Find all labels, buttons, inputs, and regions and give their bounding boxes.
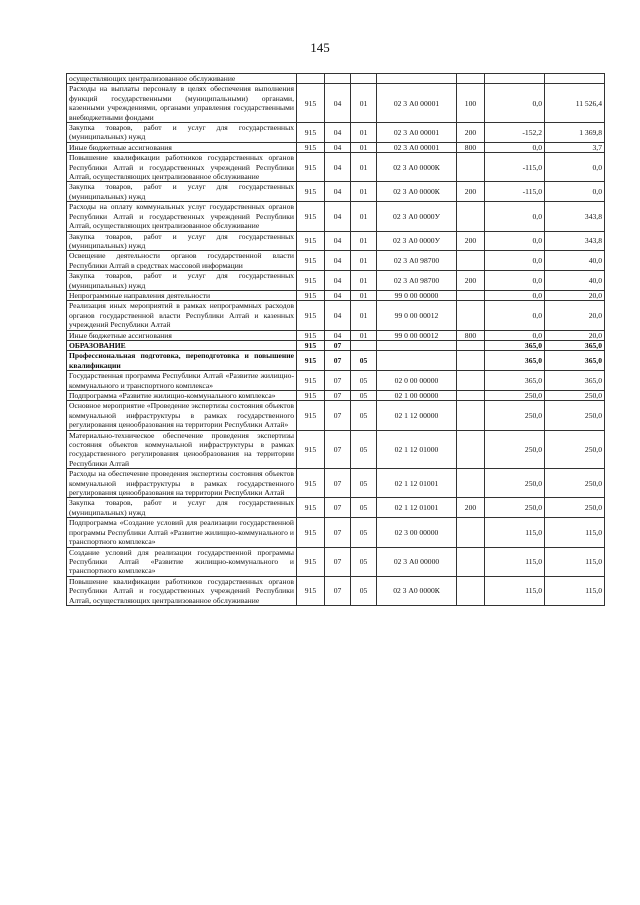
amount-change-cell: 250,0 [485, 430, 545, 469]
amount-total-cell: 0,0 [545, 182, 605, 202]
expense-name-cell: Создание условий для реализации государственной программы Республики Алтай «Развитие жилищно-коммунального и транспортного комплекса» [67, 547, 297, 576]
subsection-code-cell: 05 [351, 518, 377, 547]
amount-change-cell: 0,0 [485, 142, 545, 152]
target-article-cell: 02 3 00 00000 [377, 518, 457, 547]
expense-type-cell [457, 430, 485, 469]
target-article-cell: 02 3 А0 00001 [377, 123, 457, 143]
section-code-cell: 04 [325, 182, 351, 202]
expense-name-cell: Государственная программа Республики Алтай «Развитие жилищно-коммунального и транспортного комплекса» [67, 371, 297, 391]
expense-type-cell [457, 401, 485, 430]
target-article-cell: 02 3 А0 00000 [377, 547, 457, 576]
amount-total-cell: 20,0 [545, 290, 605, 300]
ministry-code-cell [297, 74, 325, 84]
ministry-code-cell: 915 [297, 518, 325, 547]
target-article-cell: 02 3 А0 0000К [377, 153, 457, 182]
amount-change-cell [485, 74, 545, 84]
amount-total-cell: 365,0 [545, 351, 605, 371]
section-code-cell: 07 [325, 340, 351, 350]
expense-name-cell: ОБРАЗОВАНИЕ [67, 340, 297, 350]
expense-name-cell: Профессиональная подготовка, переподготовка и повышение квалификации [67, 351, 297, 371]
expense-type-cell: 800 [457, 142, 485, 152]
page-number: 145 [310, 40, 330, 55]
ministry-code-cell: 915 [297, 202, 325, 231]
expense-type-cell [457, 301, 485, 330]
section-code-cell: 04 [325, 142, 351, 152]
expense-type-cell [457, 391, 485, 401]
target-article-cell [377, 351, 457, 371]
expense-name-cell: Закупка товаров, работ и услуг для государственных (муниципальных) нужд [67, 182, 297, 202]
subsection-code-cell: 01 [351, 123, 377, 143]
expense-name-cell: Освещение деятельности органов государственной власти Республики Алтай в средствах массовой информации [67, 251, 297, 271]
amount-change-cell: 365,0 [485, 340, 545, 350]
ministry-code-cell: 915 [297, 576, 325, 605]
expense-name-cell: Повышение квалификации работников государственных органов Республики Алтай и государственных учреждений Республики Алтай, осуществляющих централизованное обслуживание [67, 576, 297, 605]
target-article-cell: 02 3 А0 00001 [377, 142, 457, 152]
expense-type-cell: 100 [457, 84, 485, 123]
section-code-cell: 04 [325, 123, 351, 143]
ministry-code-cell: 915 [297, 351, 325, 371]
amount-total-cell: 250,0 [545, 469, 605, 498]
table-row [67, 182, 605, 202]
amount-change-cell: 0,0 [485, 202, 545, 231]
expense-type-cell: 200 [457, 231, 485, 251]
amount-change-cell: 0,0 [485, 290, 545, 300]
section-code-cell: 04 [325, 271, 351, 291]
section-code-cell: 04 [325, 290, 351, 300]
section-code-cell: 07 [325, 401, 351, 430]
amount-change-cell: -115,0 [485, 153, 545, 182]
amount-change-cell: 365,0 [485, 371, 545, 391]
subsection-code-cell: 01 [351, 330, 377, 340]
table-row [67, 301, 605, 330]
amount-change-cell: 250,0 [485, 498, 545, 518]
expense-type-cell [457, 351, 485, 371]
amount-total-cell [545, 74, 605, 84]
target-article-cell: 02 1 12 01000 [377, 430, 457, 469]
expense-type-cell [457, 290, 485, 300]
target-article-cell: 02 3 А0 0000К [377, 182, 457, 202]
amount-change-cell: 115,0 [485, 547, 545, 576]
amount-total-cell: 250,0 [545, 391, 605, 401]
table-row [67, 202, 605, 231]
ministry-code-cell: 915 [297, 153, 325, 182]
ministry-code-cell: 915 [297, 430, 325, 469]
amount-total-cell: 1 369,8 [545, 123, 605, 143]
expense-type-cell [457, 251, 485, 271]
subsection-code-cell: 01 [351, 84, 377, 123]
expense-type-cell [457, 340, 485, 350]
expense-name-cell: Иные бюджетные ассигнования [67, 142, 297, 152]
expense-type-cell [457, 469, 485, 498]
table-row [67, 518, 605, 547]
section-code-cell: 04 [325, 84, 351, 123]
expense-type-cell [457, 74, 485, 84]
amount-change-cell: 0,0 [485, 301, 545, 330]
expense-name-cell: Иные бюджетные ассигнования [67, 330, 297, 340]
amount-total-cell: 0,0 [545, 153, 605, 182]
budget-table [66, 73, 605, 606]
amount-change-cell: 250,0 [485, 469, 545, 498]
target-article-cell: 02 3 А0 98700 [377, 251, 457, 271]
amount-total-cell: 250,0 [545, 498, 605, 518]
section-code-cell: 07 [325, 391, 351, 401]
expense-name-cell: Непрограммные направления деятельности [67, 290, 297, 300]
amount-total-cell: 365,0 [545, 371, 605, 391]
amount-total-cell: 343,8 [545, 231, 605, 251]
ministry-code-cell: 915 [297, 142, 325, 152]
amount-total-cell: 20,0 [545, 330, 605, 340]
target-article-cell: 02 0 00 00000 [377, 371, 457, 391]
amount-change-cell: 0,0 [485, 251, 545, 271]
expense-type-cell: 200 [457, 271, 485, 291]
section-code-cell: 04 [325, 231, 351, 251]
table-row [67, 351, 605, 371]
table-row [67, 498, 605, 518]
section-code-cell: 04 [325, 330, 351, 340]
amount-total-cell: 3,7 [545, 142, 605, 152]
ministry-code-cell: 915 [297, 123, 325, 143]
expense-name-cell: Закупка товаров, работ и услуг для государственных (муниципальных) нужд [67, 123, 297, 143]
amount-change-cell: 250,0 [485, 391, 545, 401]
amount-change-cell: 0,0 [485, 271, 545, 291]
subsection-code-cell: 01 [351, 202, 377, 231]
table-row [67, 153, 605, 182]
table-row [67, 290, 605, 300]
ministry-code-cell: 915 [297, 391, 325, 401]
expense-type-cell: 200 [457, 182, 485, 202]
target-article-cell [377, 74, 457, 84]
amount-total-cell: 115,0 [545, 547, 605, 576]
subsection-code-cell: 05 [351, 401, 377, 430]
table-row [67, 142, 605, 152]
expense-name-cell: Закупка товаров, работ и услуг для государственных (муниципальных) нужд [67, 271, 297, 291]
expense-name-cell: Закупка товаров, работ и услуг для государственных (муниципальных) нужд [67, 231, 297, 251]
ministry-code-cell: 915 [297, 271, 325, 291]
expense-name-cell: Подпрограмма «Развитие жилищно-коммунального комплекса» [67, 391, 297, 401]
target-article-cell: 02 1 12 01001 [377, 469, 457, 498]
amount-total-cell: 343,8 [545, 202, 605, 231]
expense-type-cell: 800 [457, 330, 485, 340]
expense-name-cell: Основное мероприятие «Проведение экспертизы состояния объектов коммунальной инфраструктуры в рамках государственного регулирования ценообразования на территории Республики Алтай» [67, 401, 297, 430]
table-row [67, 271, 605, 291]
ministry-code-cell: 915 [297, 469, 325, 498]
expense-name-cell: Расходы на выплаты персоналу в целях обеспечения выполнения функций государственными (муниципальными) органами, казенными учреждениями, органами управления государственными внебюджетными фондами [67, 84, 297, 123]
ministry-code-cell: 915 [297, 340, 325, 350]
amount-total-cell: 250,0 [545, 430, 605, 469]
section-code-cell: 07 [325, 518, 351, 547]
target-article-cell: 02 1 00 00000 [377, 391, 457, 401]
target-article-cell: 99 0 00 00012 [377, 301, 457, 330]
expense-name-cell: Материально-техническое обеспечение проведения экспертизы состояния объектов коммунальной инфраструктуры в рамках государственного регулирования ценообразования на территории Республики Алтай [67, 430, 297, 469]
target-article-cell: 02 3 А0 98700 [377, 271, 457, 291]
table-row [67, 84, 605, 123]
ministry-code-cell: 915 [297, 498, 325, 518]
amount-change-cell: 365,0 [485, 351, 545, 371]
ministry-code-cell: 915 [297, 371, 325, 391]
subsection-code-cell: 01 [351, 251, 377, 271]
ministry-code-cell: 915 [297, 251, 325, 271]
table-row [67, 371, 605, 391]
expense-name-cell: осуществляющих централизованное обслуживание [67, 74, 297, 84]
target-article-cell: 02 3 А0 0000У [377, 202, 457, 231]
section-code-cell: 07 [325, 469, 351, 498]
subsection-code-cell: 05 [351, 547, 377, 576]
target-article-cell [377, 340, 457, 350]
table-row [67, 340, 605, 350]
expense-type-cell: 200 [457, 123, 485, 143]
table-row [67, 330, 605, 340]
amount-change-cell: 115,0 [485, 518, 545, 547]
amount-total-cell: 115,0 [545, 518, 605, 547]
section-code-cell: 07 [325, 371, 351, 391]
amount-change-cell: -115,0 [485, 182, 545, 202]
section-code-cell: 04 [325, 153, 351, 182]
subsection-code-cell: 05 [351, 430, 377, 469]
expense-type-cell [457, 371, 485, 391]
amount-total-cell: 40,0 [545, 271, 605, 291]
amount-change-cell: 0,0 [485, 231, 545, 251]
section-code-cell: 07 [325, 498, 351, 518]
section-code-cell: 07 [325, 351, 351, 371]
target-article-cell: 99 0 00 00000 [377, 290, 457, 300]
section-code-cell: 07 [325, 576, 351, 605]
subsection-code-cell: 01 [351, 142, 377, 152]
amount-total-cell: 365,0 [545, 340, 605, 350]
section-code-cell: 07 [325, 430, 351, 469]
table-row [67, 391, 605, 401]
subsection-code-cell: 05 [351, 498, 377, 518]
expense-type-cell [457, 547, 485, 576]
target-article-cell: 02 3 А0 0000К [377, 576, 457, 605]
ministry-code-cell: 915 [297, 401, 325, 430]
section-code-cell: 04 [325, 202, 351, 231]
table-body [67, 74, 605, 606]
expense-type-cell [457, 153, 485, 182]
section-code-cell: 07 [325, 547, 351, 576]
section-code-cell: 04 [325, 301, 351, 330]
subsection-code-cell: 01 [351, 153, 377, 182]
subsection-code-cell: 01 [351, 301, 377, 330]
expense-type-cell [457, 202, 485, 231]
expense-type-cell [457, 576, 485, 605]
target-article-cell: 02 1 12 00000 [377, 401, 457, 430]
table-row [67, 469, 605, 498]
amount-change-cell: 250,0 [485, 401, 545, 430]
target-article-cell: 02 3 А0 0000У [377, 231, 457, 251]
expense-name-cell: Реализация иных мероприятий в рамках непрограммных расходов органов государственной власти Республики Алтай и казенных учреждений Республики Алтай [67, 301, 297, 330]
target-article-cell: 02 3 А0 00001 [377, 84, 457, 123]
ministry-code-cell: 915 [297, 84, 325, 123]
table-row [67, 231, 605, 251]
expense-name-cell: Закупка товаров, работ и услуг для государственных (муниципальных) нужд [67, 498, 297, 518]
table-row [67, 401, 605, 430]
subsection-code-cell: 05 [351, 351, 377, 371]
expense-name-cell: Расходы на обеспечение проведения экспертизы состояния объектов коммунальной инфраструктуры в рамках государственного регулирования ценообразования на территории Республики Алтай [67, 469, 297, 498]
table-row [67, 547, 605, 576]
ministry-code-cell: 915 [297, 290, 325, 300]
expense-name-cell: Подпрограмма «Создание условий для реализации государственной программы Республики Алтай «Развитие жилищно-коммунального и транспортного комплекса» [67, 518, 297, 547]
amount-change-cell: -152,2 [485, 123, 545, 143]
amount-total-cell: 250,0 [545, 401, 605, 430]
expense-type-cell: 200 [457, 498, 485, 518]
table-row [67, 123, 605, 143]
amount-total-cell: 11 526,4 [545, 84, 605, 123]
section-code-cell: 04 [325, 251, 351, 271]
amount-change-cell: 0,0 [485, 84, 545, 123]
amount-change-cell: 0,0 [485, 330, 545, 340]
expense-name-cell: Расходы на оплату коммунальных услуг государственных органов Республики Алтай и государственных учреждений Республики Алтай, осуществляющих централизованное обслуживание [67, 202, 297, 231]
subsection-code-cell: 01 [351, 182, 377, 202]
expense-type-cell [457, 518, 485, 547]
table-row [67, 251, 605, 271]
table-row [67, 430, 605, 469]
table-row [67, 74, 605, 84]
ministry-code-cell: 915 [297, 182, 325, 202]
ministry-code-cell: 915 [297, 231, 325, 251]
ministry-code-cell: 915 [297, 547, 325, 576]
table-row [67, 576, 605, 605]
target-article-cell: 99 0 00 00012 [377, 330, 457, 340]
subsection-code-cell: 05 [351, 469, 377, 498]
subsection-code-cell: 05 [351, 371, 377, 391]
expense-name-cell: Повышение квалификации работников государственных органов Республики Алтай и государственных учреждений Республики Алтай, осуществляющих централизованное обслуживание [67, 153, 297, 182]
subsection-code-cell: 05 [351, 576, 377, 605]
amount-total-cell: 40,0 [545, 251, 605, 271]
subsection-code-cell: 05 [351, 391, 377, 401]
subsection-code-cell: 01 [351, 231, 377, 251]
subsection-code-cell: 01 [351, 290, 377, 300]
target-article-cell: 02 1 12 01001 [377, 498, 457, 518]
ministry-code-cell: 915 [297, 330, 325, 340]
amount-total-cell: 20,0 [545, 301, 605, 330]
amount-change-cell: 115,0 [485, 576, 545, 605]
ministry-code-cell: 915 [297, 301, 325, 330]
subsection-code-cell [351, 74, 377, 84]
amount-total-cell: 115,0 [545, 576, 605, 605]
section-code-cell [325, 74, 351, 84]
subsection-code-cell: 01 [351, 271, 377, 291]
subsection-code-cell [351, 340, 377, 350]
